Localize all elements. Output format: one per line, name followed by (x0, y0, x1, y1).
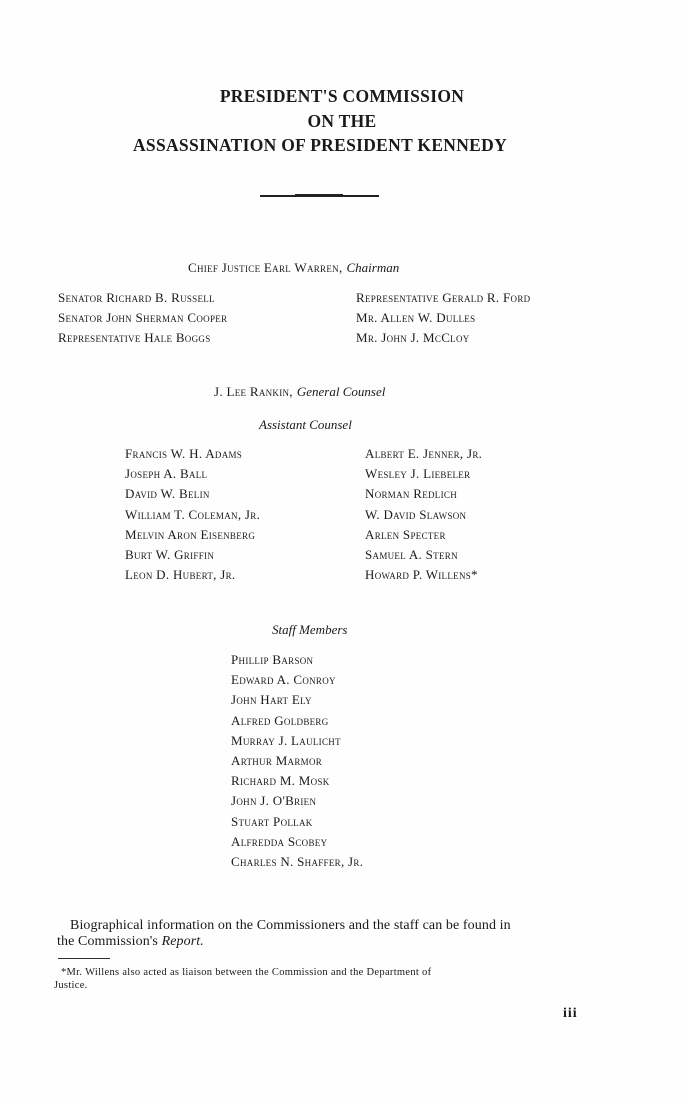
assistant-counsel-left (125, 444, 260, 585)
counsel-member: Wesley J. Liebeler (365, 466, 471, 482)
report-title: Report. (161, 934, 204, 949)
commissioners-left (58, 288, 227, 349)
commissioner: Mr. Allen W. Dulles (356, 310, 476, 326)
title-line-3: ASSASSINATION OF PRESIDENT KENNEDY (132, 135, 508, 155)
chairman-role: Chairman (346, 260, 400, 275)
counsel-member: Leon D. Hubert, Jr. (125, 567, 236, 583)
staff-member: Edward A. Conroy (231, 672, 336, 688)
staff-member: Alfred Goldberg (231, 712, 329, 728)
staff-member: John J. O'Brien (231, 793, 317, 809)
commissioner: Senator John Sherman Cooper (58, 310, 228, 326)
counsel-member: Norman Redlich (365, 486, 458, 502)
note-text: the Commission's (57, 934, 162, 949)
staff-member: Charles N. Shaffer, Jr. (231, 853, 364, 869)
commissioner: Senator Richard B. Russell (58, 290, 215, 305)
counsel-member: Melvin Aron Eisenberg (125, 526, 256, 542)
counsel-member: Howard P. Willens* (365, 567, 478, 583)
counsel-member: Francis W. H. Adams (125, 446, 243, 461)
counsel-member: W. David Slawson (365, 506, 467, 522)
counsel-member: Burt W. Griffin (125, 546, 215, 562)
commissioner: Mr. John J. McCloy (356, 330, 470, 346)
staff-member: Stuart Pollak (231, 813, 313, 829)
general-counsel-name: J. Lee Rankin, (214, 384, 293, 399)
general-counsel-role: General Counsel (296, 384, 386, 399)
chairman-line (188, 259, 399, 277)
title-line-2: ON THE (307, 111, 377, 131)
counsel-member: Arlen Specter (365, 526, 446, 542)
chairman-name: Chief Justice Earl Warren, (188, 260, 343, 275)
counsel-member: Samuel A. Stern (365, 546, 458, 562)
commissioners-right (356, 288, 530, 349)
assistant-counsel-heading: Assistant Counsel (259, 417, 352, 432)
general-counsel-line (214, 383, 385, 401)
page-number: iii (563, 1006, 578, 1021)
counsel-member: William T. Coleman, Jr. (125, 506, 261, 522)
counsel-member: Joseph A. Ball (125, 466, 208, 482)
commissioner: Representative Hale Boggs (58, 330, 211, 346)
commissioner: Representative Gerald R. Ford (356, 290, 531, 305)
header-divider-center (295, 194, 343, 197)
footnote-line-1: *Mr. Willens also acted as liaison between the Commission and the Department of (61, 967, 432, 978)
staff-member: Alfredda Scobey (231, 833, 328, 849)
staff-member: Richard M. Mosk (231, 773, 330, 789)
biographical-note-line-1: Biographical information on the Commissioners and the staff can be found in (70, 918, 511, 933)
title-line-1: PRESIDENT'S COMMISSION (219, 86, 465, 106)
staff-member: Arthur Marmor (231, 752, 323, 768)
footnote-rule (58, 958, 110, 959)
counsel-member: David W. Belin (125, 486, 210, 502)
footnote-line-2: Justice. (54, 980, 88, 991)
staff-heading: Staff Members (272, 622, 348, 637)
staff-list (231, 650, 363, 872)
staff-member: Murray J. Laulicht (231, 732, 341, 748)
biographical-note-line-2 (57, 934, 204, 950)
staff-member: Phillip Barson (231, 652, 314, 667)
staff-member: John Hart Ely (231, 692, 312, 708)
assistant-counsel-right (365, 444, 482, 585)
counsel-member: Albert E. Jenner, Jr. (365, 446, 483, 461)
